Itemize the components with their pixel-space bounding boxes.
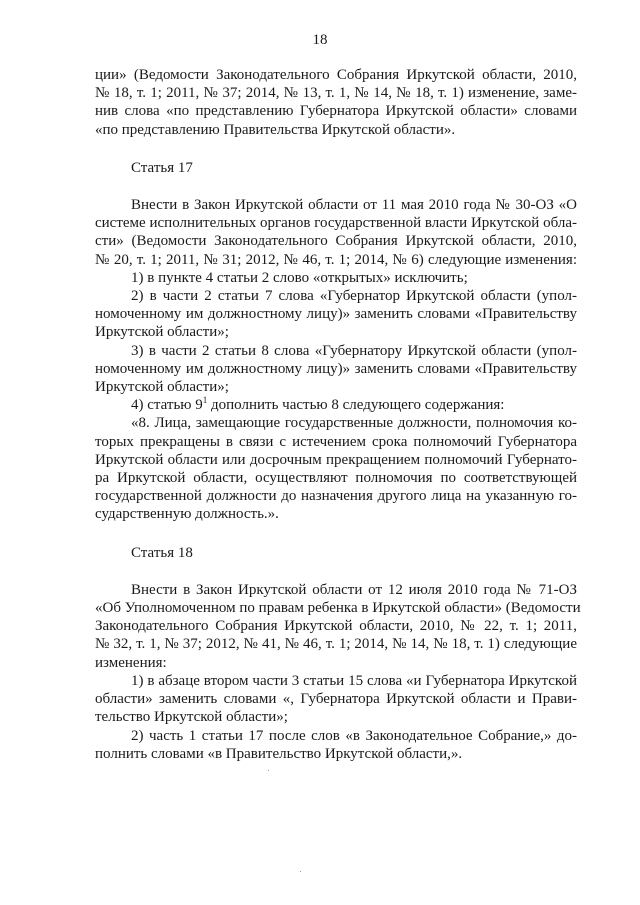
text-line: Иркутской области или досрочным прекращением полномочий Губернато- [95,451,577,468]
item-4-prefix: 4) статью 9 [131,397,203,414]
text-line: ра Иркутской области, осуществляют полномочия по соответствующей [95,470,577,487]
text-line: нив слова «по представлению Губернатора Иркутской области» словами [95,103,577,120]
text-line: Законодательного Собрания Иркутской области, 2010, № 22, т. 1; 2011, [95,618,577,635]
article-17-intro-paragraph [95,196,577,269]
text-line: Внести в Закон Иркутской области от 12 июля 2010 года № 71-ОЗ [131,581,577,598]
text-line: Иркутской области»; [95,324,229,341]
text-line: 1) в абзаце втором части 3 статьи 15 слова «и Губернатора Иркутской [131,672,577,689]
text-line: № 18, т. 1; 2011, № 37; 2014, № 13, т. 1, № 14, № 18, т. 1) изменение, заме- [95,85,577,102]
text-line: № 20, т. 1; 2011, № 31; 2012, № 46, т. 1; 2014, № 6) следующие изменения: [95,251,577,268]
text-line: 2) в части 2 статьи 7 слова «Губернатор Иркутской области (упол- [131,288,577,305]
article-17-item-1 [95,269,577,287]
text-line: номоченному им должностному лицу)» заменить словами «Правительству [95,306,577,323]
text-line: № 32, т. 1, № 37; 2012, № 41, № 46, т. 1; 2014, № 14, № 18, т. 1) следующие [95,636,577,653]
scan-speck [268,770,269,771]
item-4-suffix: дополнить частью 8 следующего содержания: [207,397,505,414]
text-line: системе исполнительных органов государственной власти Иркутской обла- [95,215,577,232]
text-line: 3) в части 2 статьи 8 слова «Губернатору Иркутской области (упол- [131,342,577,359]
article-17-heading: Статья 17 [131,159,193,176]
intro-paragraph [95,66,577,139]
page-number: 18 [312,32,328,48]
document-body [95,66,581,763]
text-line: 2) часть 1 статьи 17 после слов «в Законодательное Собрание,» до- [131,727,577,744]
text-line: Иркутской области»; [95,379,229,396]
article-17-item-4 [95,396,577,414]
text-line [95,396,577,414]
text-line: тельство Иркутской области»; [95,709,288,726]
text-line: 1) в пункте 4 статьи 2 слово «открытых» исключить; [131,269,468,286]
text-line: полнить словами «в Правительство Иркутской области,». [95,745,463,762]
text-line: торых прекращены в связи с истечением срока полномочий Губернатора [95,433,577,450]
text-line: «по представлению Правительства Иркутской области». [95,121,456,138]
article-17-quote [95,414,577,523]
text-line: «Об Уполномоченном по правам ребенка в Иркутской области» (Ведомости [95,600,581,617]
text-line: номоченному им должностному лицу)» заменить словами «Правительству [95,360,577,377]
article-18-intro-paragraph [95,581,581,672]
scan-speck [300,871,301,872]
superscript: 1 [202,395,208,406]
text-line: Внести в Закон Иркутской области от 11 мая 2010 года № 30-ОЗ «О [131,197,577,214]
article-17-item-2 [95,287,577,342]
text-line: области» заменить словами «, Губернатора Иркутской области и Прави- [95,691,577,708]
text-line: сти» (Ведомости Законодательного Собрания Иркутской области, 2010, [95,233,577,250]
text-line: государственной должности до назначения другого лица на указанную го- [95,488,577,505]
article-18-heading: Статья 18 [131,544,193,561]
text-line: изменения: [95,654,167,671]
text-line: сударственную должность.». [95,506,279,523]
article-18-item-2 [95,727,577,763]
article-18-item-1 [95,672,577,727]
text-line: «8. Лица, замещающие государственные должности, полномочия ко- [131,415,577,432]
text-line: ции» (Ведомости Законодательного Собрания Иркутской области, 2010, [95,67,577,83]
article-17-item-3 [95,342,577,397]
